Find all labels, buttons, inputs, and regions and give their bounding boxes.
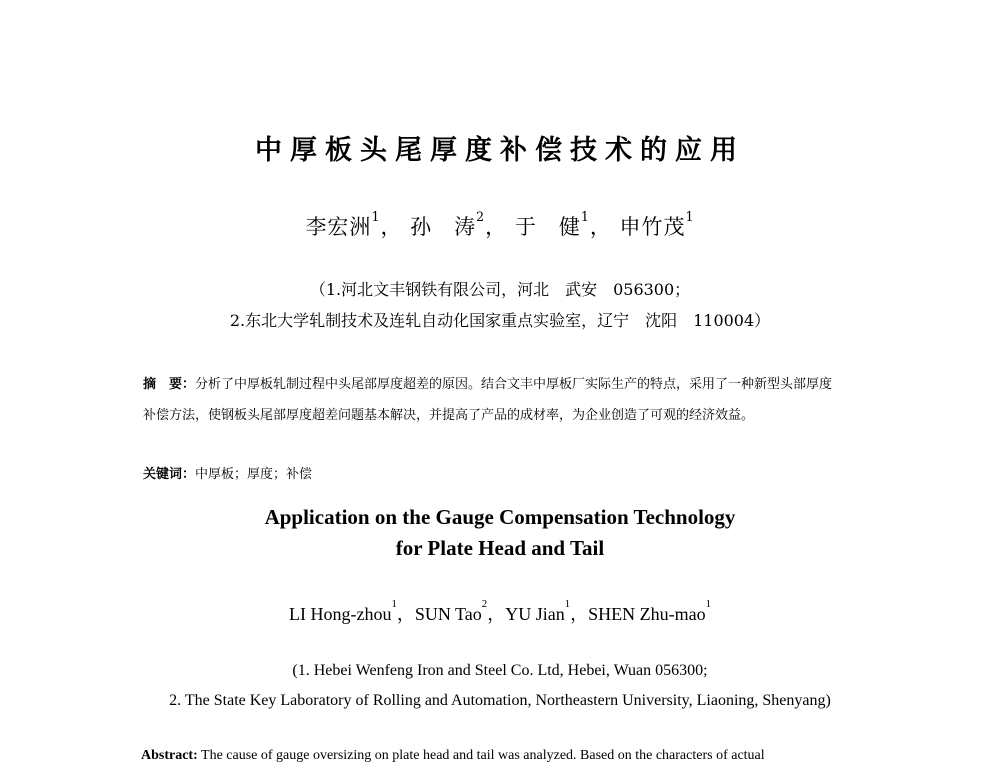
chinese-affiliation-1: （1.河北文丰钢铁有限公司，河北 武安 056300； bbox=[309, 280, 691, 299]
chinese-title: 中厚板头尾厚度补偿技术的应用 bbox=[255, 135, 745, 166]
author-name: 孙 涛 bbox=[410, 215, 477, 239]
author-affiliation-mark: 2 bbox=[481, 598, 488, 610]
english-affiliation-2: 2. The State Key Laboratory of Rolling and Automation, Northeastern University, Liaoning, Shenyang) bbox=[169, 692, 831, 709]
author-affiliation-mark: 1 bbox=[580, 209, 590, 224]
author-separator: ， bbox=[380, 215, 403, 239]
author-separator: ， bbox=[570, 604, 589, 624]
author-separator: ， bbox=[396, 604, 415, 624]
author-name: SUN Tao bbox=[414, 604, 482, 624]
author-affiliation-mark: 1 bbox=[685, 209, 695, 224]
author-separator: ， bbox=[485, 215, 508, 239]
author-affiliation-mark: 1 bbox=[705, 598, 711, 610]
abstract-text: The cause of gauge oversizing on plate head and tail was analyzed. Based on the characters of actual bbox=[201, 748, 765, 763]
english-title-line-2: for Plate Head and Tail bbox=[395, 536, 605, 560]
author-separator: ， bbox=[589, 215, 612, 239]
chinese-affiliation-2: 2.东北大学轧制技术及连轧自动化国家重点实验室，辽宁 沈阳 110004） bbox=[229, 311, 771, 330]
keywords-label: 关键词： bbox=[143, 467, 196, 482]
abstract-label: 摘 要： bbox=[143, 377, 196, 392]
english-author-list bbox=[0, 600, 1000, 626]
author-separator: ， bbox=[487, 604, 506, 624]
author-affiliation-mark: 1 bbox=[371, 209, 381, 224]
chinese-keywords bbox=[143, 463, 312, 482]
author-name: 李宏洲 bbox=[305, 215, 372, 239]
abstract-label: Abstract: bbox=[141, 748, 198, 763]
chinese-abstract bbox=[143, 369, 843, 431]
author-affiliation-mark: 1 bbox=[391, 598, 397, 610]
author-name: 于 健 bbox=[514, 215, 581, 239]
author-name: 申竹茂 bbox=[619, 215, 686, 239]
keywords-text: 中厚板；厚度；补偿 bbox=[195, 467, 313, 482]
chinese-author-list bbox=[0, 211, 1000, 241]
author-name: YU Jian bbox=[505, 604, 565, 624]
author-affiliation-mark: 1 bbox=[564, 598, 571, 610]
author-name: SHEN Zhu-mao bbox=[588, 604, 706, 624]
english-abstract bbox=[141, 748, 765, 764]
author-name: LI Hong-zhou bbox=[288, 604, 392, 624]
author-affiliation-mark: 2 bbox=[476, 209, 486, 224]
abstract-text: 分析了中厚板轧制过程中头尾部厚度超差的原因。结合文丰中厚板厂实际生产的特点，采用了一种新型头部厚度补偿方法，使钢板头尾部厚度超差问题基本解决，并提高了产品的成材率，为企业创造了可观的经济效益。 bbox=[143, 377, 833, 423]
english-title-line-1: Application on the Gauge Compensation Technology bbox=[264, 505, 736, 529]
english-affiliation-1: (1. Hebei Wenfeng Iron and Steel Co. Ltd, Hebei, Wuan 056300; bbox=[292, 662, 708, 679]
